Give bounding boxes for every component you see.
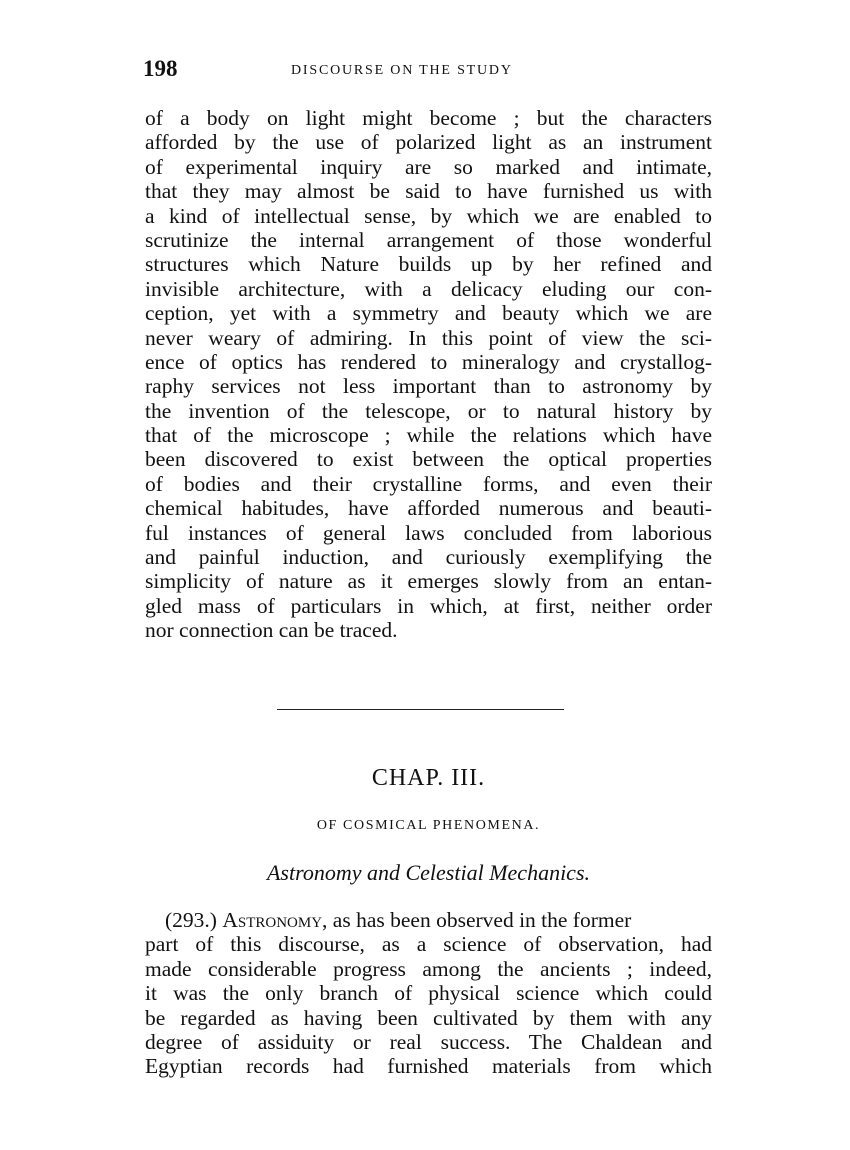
text-line: part of this discourse, as a science of observation, had bbox=[145, 932, 712, 957]
text-line: degree of assiduity or real success. The Chaldean and bbox=[145, 1029, 712, 1054]
text-line-first bbox=[145, 908, 712, 932]
chapter-title: CHAP. III. bbox=[371, 765, 486, 791]
text-line: of bodies and their crystalline forms, and even their bbox=[145, 471, 712, 496]
section-divider bbox=[277, 709, 564, 710]
text-line: that of the microscope ; while the relations which have bbox=[145, 423, 712, 448]
text-line: structures which Nature builds up by her refined and bbox=[145, 252, 712, 277]
text-line: made considerable progress among the ancients ; indeed, bbox=[145, 956, 712, 981]
lead-word: Astronomy bbox=[222, 908, 323, 932]
text-line: of a body on light might become ; but the characters bbox=[145, 106, 712, 130]
text-line: it was the only branch of physical science which could bbox=[145, 981, 712, 1006]
text-line: raphy services not less important than to astronomy by bbox=[145, 374, 712, 399]
text-line: that they may almost be said to have furnished us with bbox=[145, 179, 712, 204]
text-line: ence of optics has rendered to mineralogy and crystallog- bbox=[145, 349, 712, 374]
paragraph-1 bbox=[145, 106, 712, 643]
paragraph-number: (293.) bbox=[165, 908, 217, 932]
text-line: Egyptian records had furnished materials from which bbox=[145, 1054, 712, 1079]
text-line: and painful induction, and curiously exemplifying the bbox=[145, 545, 712, 570]
text-line: nor connection can be traced. bbox=[145, 618, 398, 643]
text-line: the invention of the telescope, or to natural history by bbox=[145, 398, 712, 423]
text-line: invisible architecture, with a delicacy eluding our con- bbox=[145, 276, 712, 301]
text-line: gled mass of particulars in which, at first, neither order bbox=[145, 593, 712, 618]
text-line: chemical habitudes, have afforded numerous and beauti- bbox=[145, 496, 712, 521]
page-number: 198 bbox=[143, 56, 178, 81]
text-line: a kind of intellectual sense, by which we are enabled to bbox=[145, 203, 712, 228]
text-line: be regarded as having been cultivated by them with any bbox=[145, 1005, 712, 1030]
text-line: been discovered to exist between the optical properties bbox=[145, 447, 712, 472]
text-line: simplicity of nature as it emerges slowly from an entan- bbox=[145, 569, 712, 594]
text-line: of experimental inquiry are so marked and intimate, bbox=[145, 154, 712, 179]
running-head: DISCOURSE ON THE STUDY bbox=[291, 63, 513, 78]
section-title: Astronomy and Celestial Mechanics. bbox=[266, 860, 591, 885]
paragraph-2 bbox=[145, 908, 712, 1079]
first-line-rest: , as has been observed in the former bbox=[322, 908, 632, 932]
text-line: afforded by the use of polarized light as an instrument bbox=[145, 130, 712, 155]
page-header bbox=[143, 56, 713, 86]
text-line: ful instances of general laws concluded from laborious bbox=[145, 520, 712, 545]
text-line: scrutinize the internal arrangement of those wonderful bbox=[145, 227, 712, 252]
text-line: never weary of admiring. In this point of view the sci- bbox=[145, 325, 712, 350]
text-line: ception, yet with a symmetry and beauty which we are bbox=[145, 301, 712, 326]
chapter-subtitle: OF COSMICAL PHENOMENA. bbox=[316, 818, 541, 833]
